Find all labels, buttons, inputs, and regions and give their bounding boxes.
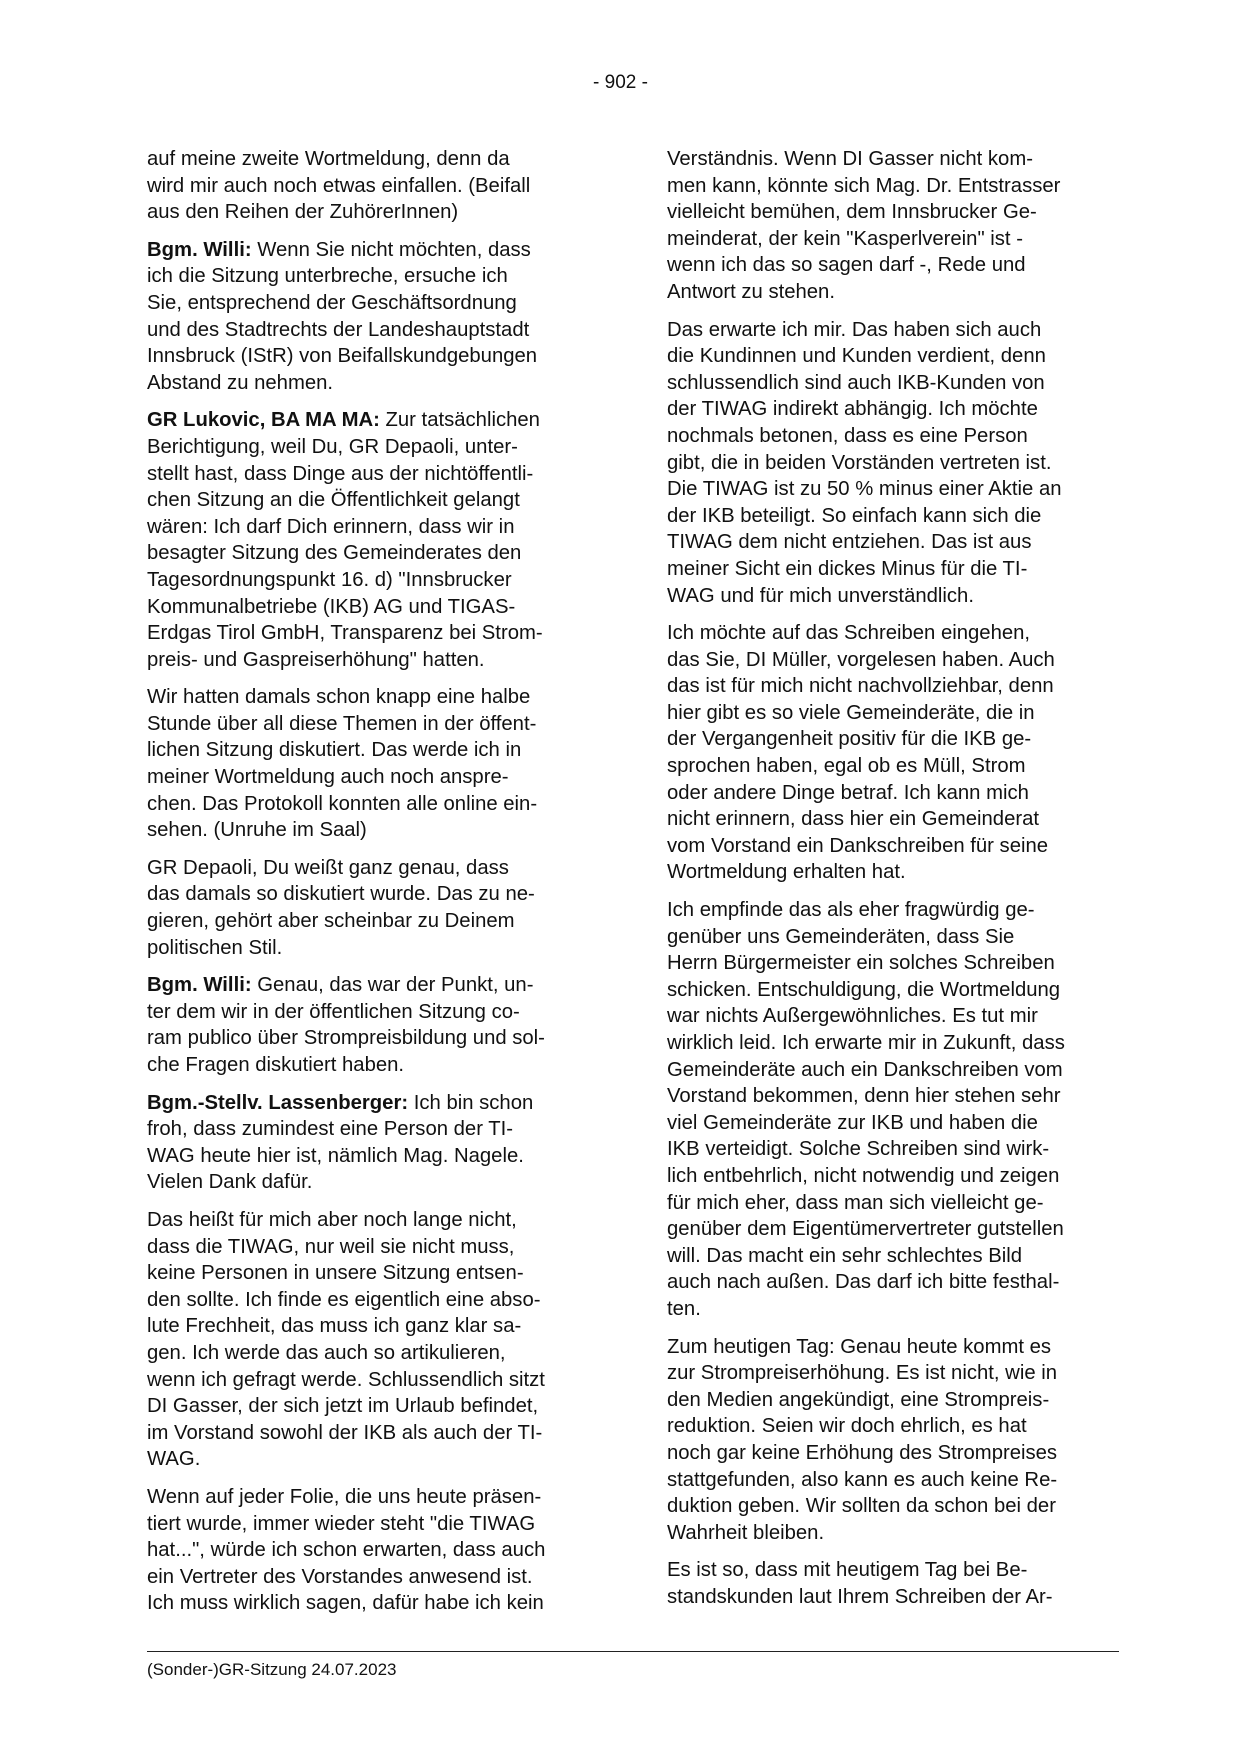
- text-line: hier gibt es so viele Gemeinderäte, die in: [667, 701, 1035, 724]
- text-line: Verständnis. Wenn DI Gasser nicht kom-: [667, 148, 1033, 170]
- text-line: meiner Wortmeldung auch noch anspre-: [147, 766, 509, 789]
- text-line: ram publico über Strompreisbildung und sol-: [147, 1027, 545, 1050]
- text-line: Stunde über all diese Themen in der öffent-: [147, 712, 537, 735]
- paragraph: [147, 1207, 603, 1473]
- paragraph: [147, 1484, 603, 1617]
- paragraph: [147, 855, 603, 961]
- text-line: Es ist so, dass mit heutigem Tag bei Be-: [667, 1559, 1028, 1582]
- text-line: wenn ich das so sagen darf -, Rede und: [667, 254, 1026, 277]
- left-column: [147, 146, 603, 1628]
- text-line: Das heißt für mich aber noch lange nicht,: [147, 1208, 517, 1231]
- text-line: sprochen haben, egal ob es Müll, Strom: [667, 755, 1026, 778]
- speaker-name: GR Lukovic, BA MA MA:: [147, 409, 380, 432]
- text-line: TIWAG dem nicht entziehen. Das ist aus: [667, 531, 1032, 554]
- text-line: lute Frechheit, das muss ich ganz klar sa-: [147, 1315, 522, 1338]
- text-line: Wenn auf jeder Folie, die uns heute präsen-: [147, 1485, 542, 1508]
- text-line: lichen Sitzung diskutiert. Das werde ich in: [147, 739, 522, 762]
- text-line: Zum heutigen Tag: Genau heute kommt es: [667, 1335, 1052, 1358]
- text-line: zur Strompreiserhöhung. Es ist nicht, wie in: [667, 1362, 1058, 1385]
- text-line: lich entbehrlich, nicht notwendig und zeigen: [667, 1164, 1060, 1187]
- text-line: für mich eher, dass man sich vielleicht ge-: [667, 1191, 1044, 1214]
- text-line: Ich bin schon: [413, 1091, 534, 1114]
- text-line: WAG.: [147, 1448, 201, 1471]
- text-line: den sollte. Ich finde es eigentlich eine abso-: [147, 1288, 541, 1311]
- text-line: vom Vorstand ein Dankschreiben für seine: [667, 834, 1049, 857]
- text-line: duktion geben. Wir sollten da schon bei der: [667, 1495, 1056, 1518]
- text-line: wirklich leid. Ich erwarte mir in Zukunft, dass: [667, 1032, 1065, 1054]
- text-line: Wenn Sie nicht möchten, dass: [257, 238, 531, 261]
- page-number: - 902 -: [593, 72, 648, 93]
- text-line: besagter Sitzung des Gemeinderates den: [147, 542, 522, 565]
- text-line: politischen Stil.: [147, 936, 283, 959]
- right-column: [667, 146, 1123, 1621]
- text-line: Erdgas Tirol GmbH, Transparenz bei Strom-: [147, 622, 543, 645]
- text-line: Das erwarte ich mir. Das haben sich auch: [667, 318, 1042, 341]
- text-line: ten.: [667, 1297, 701, 1320]
- text-line: im Vorstand sowohl der IKB als auch der TI-: [147, 1421, 543, 1444]
- text-line: auf meine zweite Wortmeldung, denn da: [147, 148, 510, 170]
- text-line: Sie, entsprechend der Geschäftsordnung: [147, 291, 517, 314]
- text-line: genüber dem Eigentümervertreter gutstellen: [667, 1218, 1064, 1241]
- text-line: Wir hatten damals schon knapp eine halbe: [147, 686, 531, 709]
- paragraph: [147, 972, 603, 1078]
- text-line: wären: Ich darf Dich erinnern, dass wir in: [147, 515, 515, 538]
- text-line: ein Vertreter des Vorstandes anwesend ist.: [147, 1565, 533, 1588]
- paragraph: [667, 317, 1123, 610]
- text-line: gibt, die in beiden Vorständen vertreten ist.: [667, 451, 1052, 474]
- text-line: preis- und Gaspreiserhöhung" hatten.: [147, 648, 485, 671]
- text-line: will. Das macht ein sehr schlechtes Bild: [667, 1244, 1023, 1267]
- text-line: standskunden laut Ihrem Schreiben der Ar-: [667, 1585, 1053, 1608]
- paragraph: [147, 407, 603, 673]
- text-line: men kann, könnte sich Mag. Dr. Entstrasser: [667, 174, 1061, 197]
- text-line: Wortmeldung erhalten hat.: [667, 861, 906, 884]
- text-line: WAG und für mich unverständlich.: [667, 584, 974, 607]
- text-line: viel Gemeinderäte zur IKB und haben die: [667, 1111, 1038, 1134]
- text-line: noch gar keine Erhöhung des Strompreises: [667, 1441, 1058, 1464]
- speaker-name: Bgm.-Stellv. Lassenberger:: [147, 1091, 409, 1114]
- text-line: meiner Sicht ein dickes Minus für die TI-: [667, 557, 1028, 580]
- text-line: auch nach außen. Das darf ich bitte festhal-: [667, 1271, 1060, 1294]
- paragraph: [147, 237, 603, 397]
- text-line: das ist für mich nicht nachvollziehbar, denn: [667, 675, 1054, 698]
- text-line: aus den Reihen der ZuhörerInnen): [147, 201, 459, 224]
- text-line: che Fragen diskutiert haben.: [147, 1054, 405, 1076]
- text-line: Berichtigung, weil Du, GR Depaoli, unter-: [147, 435, 518, 458]
- text-line: oder andere Dinge betraf. Ich kann mich: [667, 781, 1029, 804]
- text-line: Ich möchte auf das Schreiben eingehen,: [667, 622, 1031, 645]
- text-line: dass die TIWAG, nur weil sie nicht muss,: [147, 1235, 515, 1258]
- text-line: nicht erinnern, dass hier ein Gemeinderat: [667, 808, 1040, 831]
- text-line: Innsbruck (IStR) von Beifallskundgebungen: [147, 345, 538, 368]
- text-line: ter dem wir in der öffentlichen Sitzung co-: [147, 1000, 520, 1023]
- footer-text: (Sonder-)GR-Sitzung 24.07.2023: [147, 1660, 397, 1679]
- text-line: stellt hast, dass Dinge aus der nichtöffentli-: [147, 462, 534, 485]
- text-line: schlussendlich sind auch IKB-Kunden von: [667, 371, 1045, 394]
- text-line: den Medien angekündigt, eine Strompreis-: [667, 1388, 1050, 1411]
- paragraph: [667, 620, 1123, 886]
- text-line: sehen. (Unruhe im Saal): [147, 819, 367, 842]
- paragraph: [667, 1334, 1123, 1547]
- paragraph: [667, 1557, 1123, 1610]
- text-line: DI Gasser, der sich jetzt im Urlaub befindet,: [147, 1395, 539, 1418]
- text-line: gieren, gehört aber scheinbar zu Deinem: [147, 910, 515, 933]
- text-line: Tagesordnungspunkt 16. d) "Innsbrucker: [147, 568, 512, 591]
- text-line: Vorstand bekommen, denn hier stehen sehr: [667, 1085, 1061, 1108]
- text-line: Herrn Bürgermeister ein solches Schreiben: [667, 952, 1055, 975]
- text-line: ich die Sitzung unterbreche, ersuche ich: [147, 265, 508, 288]
- text-line: genüber uns Gemeinderäten, dass Sie: [667, 925, 1015, 948]
- text-line: WAG heute hier ist, nämlich Mag. Nagele.: [147, 1144, 524, 1167]
- paragraph: [147, 684, 603, 844]
- text-line: wenn ich gefragt werde. Schlussendlich sitzt: [147, 1368, 545, 1391]
- text-line: IKB verteidigt. Solche Schreiben sind wirk-: [667, 1138, 1050, 1161]
- text-line: Die TIWAG ist zu 50 % minus einer Aktie an: [667, 478, 1062, 501]
- text-line: Kommunalbetriebe (IKB) AG und TIGAS-: [147, 595, 516, 618]
- text-line: meinderat, der kein "Kasperlverein" ist -: [667, 227, 1023, 250]
- text-line: Abstand zu nehmen.: [147, 371, 334, 394]
- text-line: wird mir auch noch etwas einfallen. (Beifall: [147, 174, 531, 197]
- text-line: Antwort zu stehen.: [667, 280, 835, 303]
- paragraph: [147, 146, 603, 226]
- text-line: Vielen Dank dafür.: [147, 1171, 313, 1194]
- text-line: Ich muss wirklich sagen, dafür habe ich kein: [147, 1592, 544, 1615]
- text-line: das Sie, DI Müller, vorgelesen haben. Auch: [667, 648, 1055, 671]
- text-line: gen. Ich werde das auch so artikulieren,: [147, 1341, 506, 1364]
- text-line: chen. Das Protokoll konnten alle online ein-: [147, 792, 538, 815]
- text-line: schicken. Entschuldigung, die Wortmeldung: [667, 978, 1061, 1001]
- text-line: Wahrheit bleiben.: [667, 1521, 825, 1544]
- text-line: nochmals betonen, dass es eine Person: [667, 424, 1028, 447]
- speaker-name: Bgm. Willi:: [147, 238, 252, 261]
- text-line: und des Stadtrechts der Landeshauptstadt: [147, 318, 530, 341]
- text-line: der IKB beteiligt. So einfach kann sich die: [667, 504, 1042, 527]
- text-line: Genau, das war der Punkt, un-: [257, 974, 534, 997]
- speaker-name: Bgm. Willi:: [147, 974, 252, 997]
- text-line: Ich empfinde das als eher fragwürdig ge-: [667, 899, 1035, 922]
- paragraph: [147, 1090, 603, 1196]
- text-line: der Vergangenheit positiv für die IKB ge-: [667, 728, 1032, 751]
- text-line: GR Depaoli, Du weißt ganz genau, dass: [147, 856, 509, 879]
- text-line: reduktion. Seien wir doch ehrlich, es hat: [667, 1415, 1027, 1438]
- paragraph: [667, 897, 1123, 1323]
- text-line: der TIWAG indirekt abhängig. Ich möchte: [667, 398, 1038, 421]
- text-line: das damals so diskutiert wurde. Das zu ne-: [147, 883, 535, 906]
- text-line: keine Personen in unsere Sitzung entsen-: [147, 1262, 524, 1285]
- text-line: Gemeinderäte auch ein Dankschreiben vom: [667, 1058, 1063, 1081]
- text-line: war nichts Außergewöhnliches. Es tut mir: [667, 1005, 1038, 1028]
- text-line: stattgefunden, also kann es auch keine Re-: [667, 1468, 1058, 1491]
- footer-divider: [147, 1651, 1119, 1652]
- text-line: froh, dass zumindest eine Person der TI-: [147, 1118, 513, 1141]
- paragraph: [667, 146, 1123, 306]
- text-line: vielleicht bemühen, dem Innsbrucker Ge-: [667, 201, 1037, 224]
- text-line: Zur tatsächlichen: [385, 409, 540, 432]
- text-line: tiert wurde, immer wieder steht "die TIWAG: [147, 1512, 536, 1535]
- text-line: hat...", würde ich schon erwarten, dass auch: [147, 1539, 546, 1562]
- text-line: chen Sitzung an die Öffentlichkeit gelangt: [147, 489, 520, 512]
- text-line: die Kundinnen und Kunden verdient, denn: [667, 345, 1046, 368]
